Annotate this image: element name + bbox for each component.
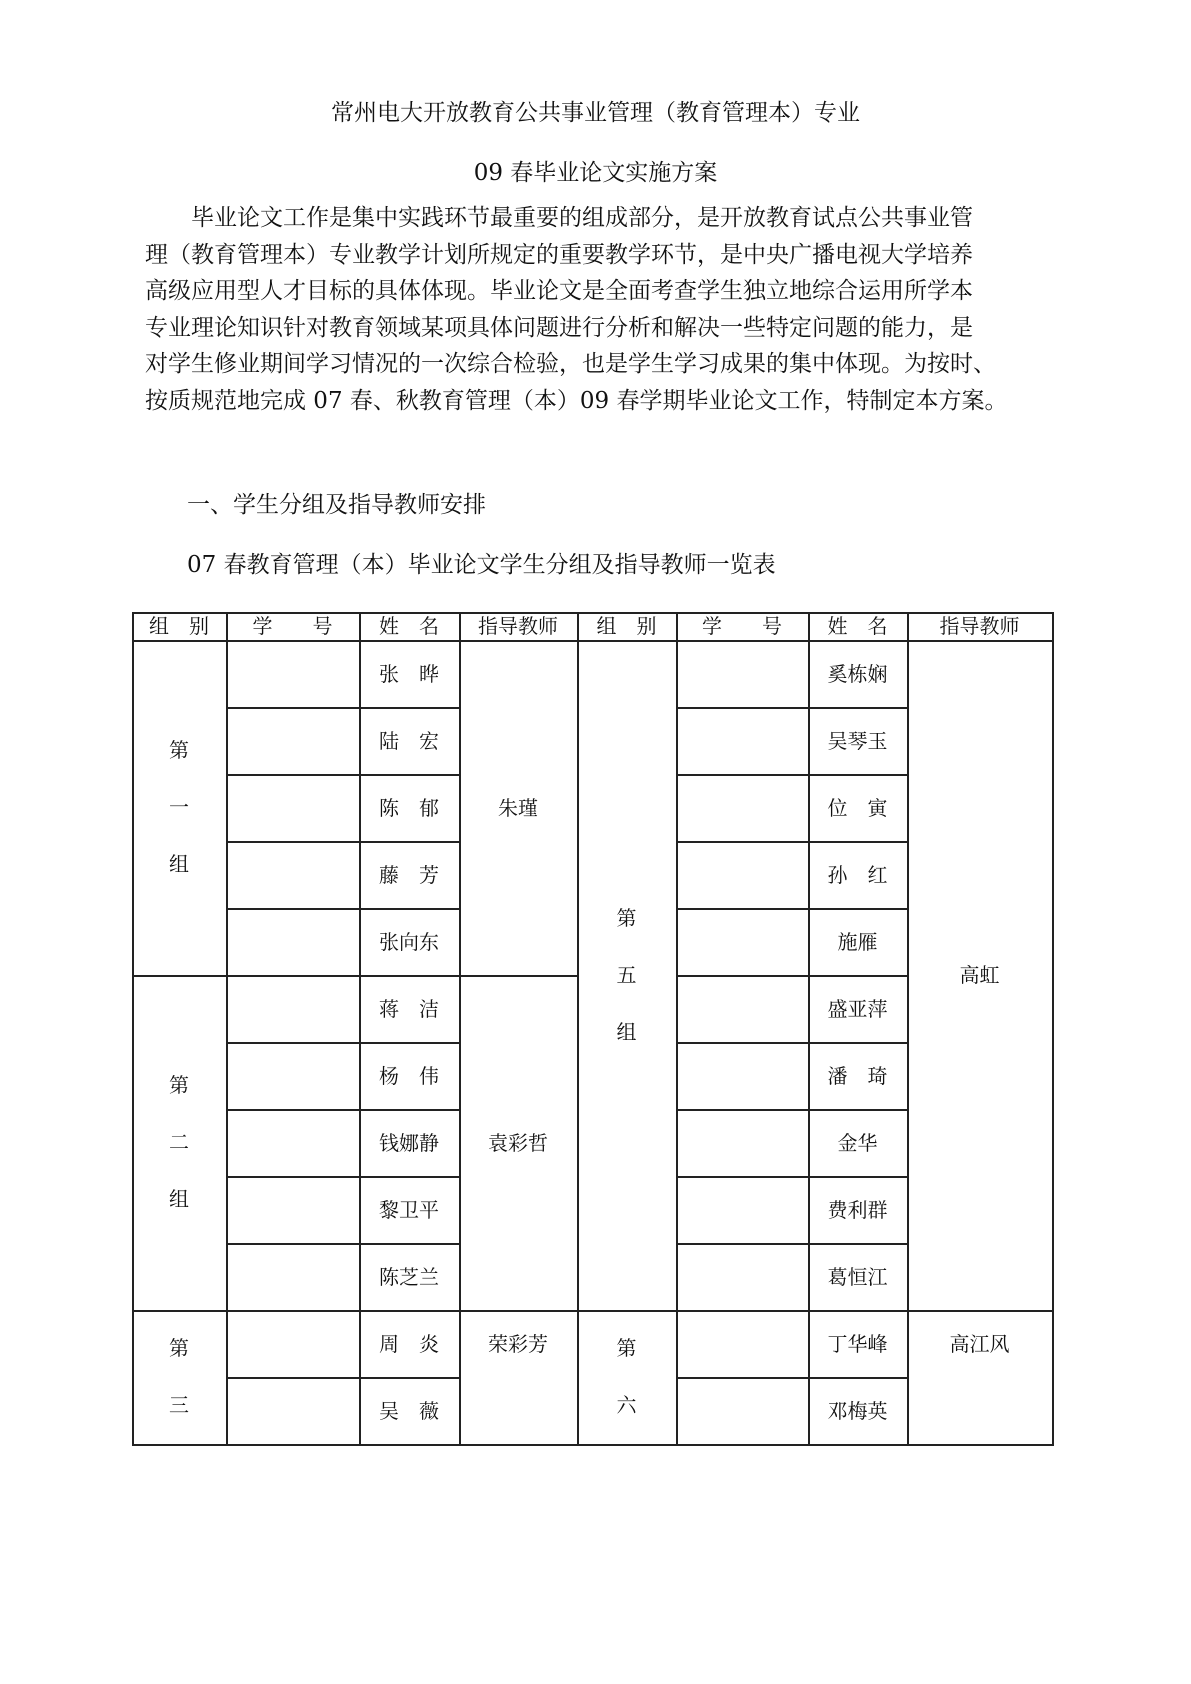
table-border xyxy=(132,1444,1054,1446)
column-header: 姓 名 xyxy=(379,614,439,638)
table-border xyxy=(226,1109,461,1111)
table-border xyxy=(907,612,909,1446)
student-grouping-table xyxy=(132,612,1052,1446)
advisor-name: 袁彩哲 xyxy=(488,1130,548,1155)
student-name: 杨 伟 xyxy=(379,1063,439,1088)
student-name: 黎卫平 xyxy=(379,1197,439,1222)
column-header: 指导教师 xyxy=(478,614,558,638)
table-border xyxy=(226,1176,461,1178)
table-border xyxy=(459,612,461,1446)
document-title: 常州电大开放教育公共事业管理（教育管理本）专业 xyxy=(331,100,860,126)
student-name: 金华 xyxy=(837,1130,878,1155)
student-name: 吴琴玉 xyxy=(827,728,888,753)
student-name: 张 晔 xyxy=(379,661,439,686)
column-header: 姓 名 xyxy=(827,614,888,638)
table-border xyxy=(226,707,461,709)
table-border xyxy=(676,707,909,709)
table-border xyxy=(676,1377,909,1379)
table-border xyxy=(676,1109,909,1111)
student-name: 施雁 xyxy=(837,929,878,954)
group-label: 第 六 xyxy=(616,1336,637,1417)
intro-line: 对学生修业期间学习情况的一次综合检验，也是学生学习成果的集中体现。为按时、 xyxy=(145,351,996,377)
table-border xyxy=(226,1377,461,1379)
table-border xyxy=(676,908,909,910)
advisor-name: 高江风 xyxy=(949,1331,1010,1356)
table-caption: 07 春教育管理（本）毕业论文学生分组及指导教师一览表 xyxy=(187,552,776,578)
student-name: 吴 薇 xyxy=(379,1398,439,1423)
student-name: 潘 琦 xyxy=(827,1063,888,1088)
document-subtitle: 09 春毕业论文实施方案 xyxy=(473,160,718,186)
group-label: 第 三 xyxy=(169,1336,189,1417)
column-header: 组 别 xyxy=(149,614,209,638)
group-label: 第 一 组 xyxy=(169,738,189,876)
student-name: 孙 红 xyxy=(827,862,888,887)
student-name: 奚栋娴 xyxy=(827,661,888,686)
table-border xyxy=(459,1310,579,1312)
table-border xyxy=(226,1310,461,1312)
student-name: 丁华峰 xyxy=(827,1331,888,1356)
table-border xyxy=(226,612,228,1446)
column-header: 学 号 xyxy=(252,614,333,638)
student-name: 邓梅英 xyxy=(827,1398,888,1423)
student-name: 盛亚萍 xyxy=(827,996,888,1021)
table-border xyxy=(676,1310,909,1312)
table-border xyxy=(907,1310,1054,1312)
advisor-name: 朱瑾 xyxy=(498,795,538,820)
student-name: 陆 宏 xyxy=(379,728,439,753)
column-header: 学 号 xyxy=(702,614,782,638)
student-name: 周 炎 xyxy=(379,1331,439,1356)
table-border xyxy=(676,1042,909,1044)
table-border xyxy=(1052,612,1054,1446)
intro-line: 高级应用型人才目标的具体体现。毕业论文是全面考查学生独立地综合运用所学本 xyxy=(145,278,973,304)
table-border xyxy=(132,1310,228,1312)
table-border xyxy=(132,975,228,977)
table-border xyxy=(132,640,1054,642)
table-border xyxy=(577,1310,678,1312)
intro-line: 理（教育管理本）专业教学计划所规定的重要教学环节，是中央广播电视大学培养 xyxy=(145,242,973,268)
table-border xyxy=(676,774,909,776)
intro-line: 按质规范地完成 07 春、秋教育管理（本）09 春学期毕业论文工作，特制定本方案。 xyxy=(145,388,1008,414)
student-name: 钱娜静 xyxy=(379,1130,439,1155)
table-border xyxy=(226,774,461,776)
student-name: 蒋 洁 xyxy=(379,996,439,1021)
student-name: 藤 芳 xyxy=(379,862,439,887)
table-border xyxy=(226,1042,461,1044)
table-border xyxy=(676,1243,909,1245)
table-border xyxy=(676,1176,909,1178)
student-name: 陈 郁 xyxy=(379,795,439,820)
student-name: 陈芝兰 xyxy=(379,1264,439,1289)
column-header: 组 别 xyxy=(596,614,657,638)
table-border xyxy=(226,841,461,843)
table-border xyxy=(676,612,678,1446)
group-label: 第 二 组 xyxy=(169,1073,189,1211)
table-border xyxy=(459,975,579,977)
advisor-name: 高虹 xyxy=(959,963,1000,987)
section-heading: 一、学生分组及指导教师安排 xyxy=(187,492,486,518)
student-name: 费利群 xyxy=(827,1197,888,1222)
table-border xyxy=(226,975,461,977)
table-border xyxy=(226,908,461,910)
advisor-name: 荣彩芳 xyxy=(488,1331,548,1356)
student-name: 葛恒江 xyxy=(827,1264,888,1289)
student-name: 位 寅 xyxy=(827,795,888,820)
intro-line: 毕业论文工作是集中实践环节最重要的组成部分，是开放教育试点公共事业管 xyxy=(145,205,973,231)
group-label: 第 五 组 xyxy=(616,905,637,1044)
table-border xyxy=(676,841,909,843)
table-border xyxy=(676,975,909,977)
intro-line: 专业理论知识针对教育领域某项具体问题进行分析和解决一些特定问题的能力，是 xyxy=(145,315,973,341)
table-border xyxy=(226,1243,461,1245)
student-name: 张向东 xyxy=(379,929,439,954)
column-header: 指导教师 xyxy=(939,614,1020,638)
